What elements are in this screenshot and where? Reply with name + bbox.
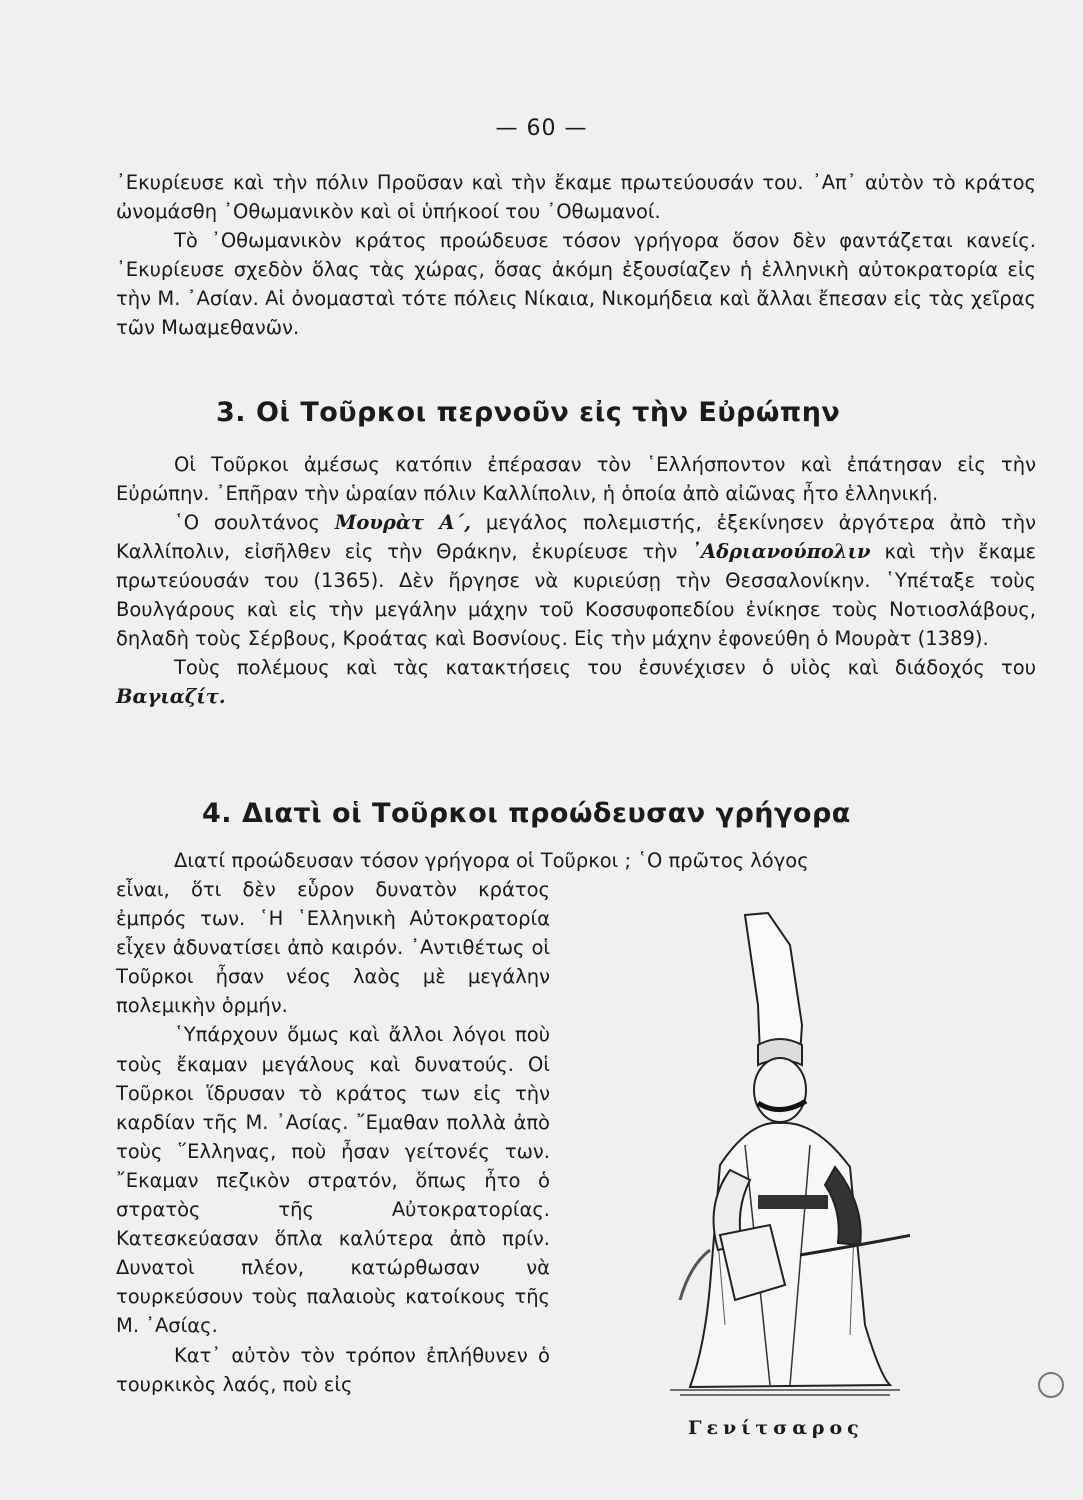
section-3-paragraph-3 [116,653,1036,711]
section-4-paragraph-1: εἶναι, ὅτι δὲν εὗρον δυνατὸν κράτος ἐμπρός των. ῾Η ῾Ελληνικὴ Αὐτοκρατορία εἶχεν ἀδυνατίσει ἀπὸ καιρόν. ᾿Αντιθέτως οἱ Τοῦρκοι ἦσαν νέος λαὸς μὲ μεγάλην πολεμικὴν ὁρμήν. [116,878,550,1018]
intro-text [116,168,1036,342]
janissary-illustration [650,905,910,1405]
section-3-text [116,450,1036,711]
murat-name: Μουρὰτ Α΄, [334,511,472,534]
section-4-first-line: Διατί προώδευσαν τόσον γρήγορα οἱ Τοῦρκοι ; ῾Ο πρῶτος λόγος [174,849,809,872]
scan-speck [1038,1372,1064,1398]
p3-part-a: Τοὺς πολέμους καὶ τὰς κατακτήσεις του ἐσυνέχισεν ὁ υἱὸς καὶ διάδοχός του [174,656,1036,679]
section-4-column-text [116,875,550,1399]
figure-caption: Γενίτσαρος [688,1417,864,1439]
p2-part-a: ῾Ο σουλτάνος [174,511,335,534]
section-4-paragraph-2: ῾Υπάρχουν ὅμως καὶ ἄλλοι λόγοι ποὺ τοὺς ἔκαμαν μεγάλους καὶ δυνατούς. Οἱ Τοῦρκοι ἵδρυσαν τὸ κράτος των εἰς τὴν καρδίαν τῆς Μ. ᾿Ασίας. ῎Εμαθαν πολλὰ ἀπὸ τοὺς ῞Ελληνας, ποὺ ἦσαν γείτονές των. ῎Εκαμαν πεζικὸν στρατόν, ὅπως ἦτο ὁ στρατὸς τῆς Αὐτοκρατορίας. Κατεσκεύασαν ὅπλα καλύτερα ἀπὸ πρίν. Δυνατοὶ πλέον, κατώρθωσαν νὰ τουρκεύσουν τοὺς παλαιοὺς κατοίκους τῆς Μ. ᾿Ασίας. [116,1023,550,1338]
janissary-head [754,1058,806,1122]
intro-paragraph-2: Τὸ ᾿Οθωμανικὸν κράτος προώδευσε τόσον γρήγορα ὅσον δὲν φαντάζεται κανείς. ᾿Εκυρίευσε σχεδὸν ὅλας τὰς χώρας, ὅσας ἀκόμη ἐξουσίαζεν ἡ ἑλληνικὴ αὐτοκρατορία εἰς τὴν Μ. ᾿Ασίαν. Αἱ ὀνομασταὶ τότε πόλεις Νίκαια, Νικομήδεια καὶ ἄλλαι ἔπεσαν εἰς τὰς χεῖρας τῶν Μωαμεθανῶν. [116,229,1036,339]
bayezid-name: Βαγιαζίτ. [116,685,226,708]
section-3-heading: 3. Οἱ Τοῦρκοι περνοῦν εἰς τὴν Εὐρώπην [216,397,841,428]
janissary-hat [745,913,802,1055]
section-3-paragraph-1: Οἱ Τοῦρκοι ἀμέσως κατόπιν ἐπέρασαν τὸν ῾Ελλήσποντον καὶ ἐπάτησαν εἰς τὴν Εὐρώπην. ᾿Επῆραν τὴν ὡραίαν πόλιν Καλλίπολιν, ἡ ὁποία ἀπὸ αἰῶνας ἦτο ἑλληνική. [116,453,1036,505]
adrianople-name: ᾿Αδριανούπολιν [691,540,871,563]
page-number: — 60 — [495,116,588,141]
p2-part-b: μεγάλος πολεμιστής, ἐξεκίνησεν ἀργότερα ἀπὸ τὴν Καλλίπολιν, εἰσῆλθεν εἰς τὴν Θράκην, ἐκυρίευσε τὴν [116,511,1036,563]
section-3-paragraph-2 [116,508,1036,653]
intro-paragraph-1: ᾿Εκυρίευσε καὶ τὴν πόλιν Προῦσαν καὶ τὴν ἔκαμε πρωτεύουσάν του. ᾿Απ᾿ αὐτὸν τὸ κράτος ὠνομάσθη ᾿Οθωμανικὸν καὶ οἱ ὑπήκοοί του ᾿Οθωμανοί. [116,171,1036,223]
janissary-robe [690,1123,890,1387]
section-4-heading: 4. Διατὶ οἱ Τοῦρκοι προώδευσαν γρήγορα [202,798,851,829]
section-4-paragraph-3: Κατ᾿ αὐτὸν τὸν τρόπον ἐπλήθυνεν ὁ τουρκικὸς λαός, ποὺ εἰς [116,1343,550,1396]
p2-part-c: καὶ τὴν ἔκαμε πρωτεύουσάν του (1365). Δὲν ἤργησε νὰ κυριεύσῃ τὴν Θεσσαλονίκην. ῾Υπέταξε τοὺς Βουλγάρους καὶ εἰς τὴν μεγάλην μάχην τοῦ Κοσσυφοπεδίου ἐνίκησε τοὺς Νοτιοσλάβους, δηλαδὴ τοὺς Σέρβους, Κροάτας καὶ Βοσνίους. Εἰς τὴν μάχην ἐφονεύθη ὁ Μουρὰτ (1389). [116,540,1036,650]
